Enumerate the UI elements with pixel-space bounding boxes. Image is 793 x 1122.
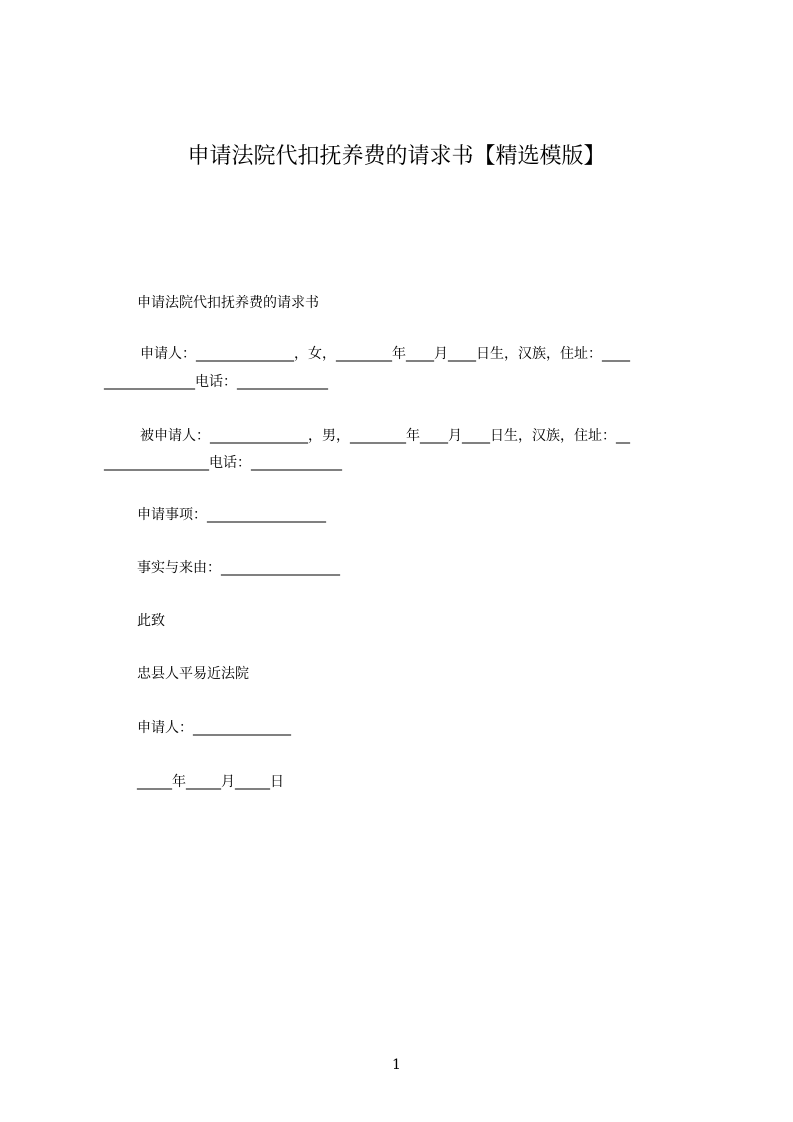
- respondent-line-2: _______________电话：_____________: [104, 455, 342, 471]
- salutation: 此致: [137, 613, 165, 629]
- document-subtitle: 申请法院代扣抚养费的请求书: [137, 295, 319, 311]
- applicant-line-2: _____________电话：_____________: [104, 374, 328, 390]
- signature-line: 申请人：______________: [137, 720, 291, 736]
- respondent-line-1: 被申请人：______________，男，________年____月____日生，汉族，住址：__: [140, 428, 630, 444]
- page-title: 申请法院代扣抚养费的请求书【精选模版】: [187, 144, 606, 169]
- applicant-line-1: 申请人：______________，女，________年____月____日生，汉族，住址：____: [140, 346, 630, 362]
- court-name: 忠县人平易近法院: [137, 666, 249, 682]
- page-number: 1: [392, 1057, 401, 1073]
- facts-reasons-line: 事实与来由：_________________: [137, 560, 340, 576]
- request-items-line: 申请事项：_________________: [137, 507, 326, 523]
- date-line: _____年_____月_____日: [137, 774, 284, 790]
